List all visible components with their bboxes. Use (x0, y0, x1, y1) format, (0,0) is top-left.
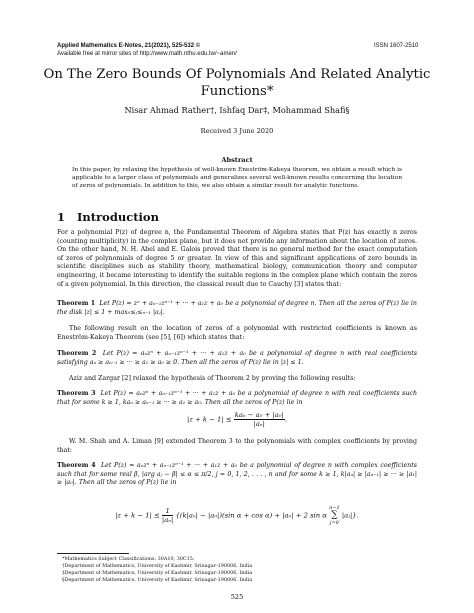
equation-1 (57, 411, 417, 428)
abstract-heading: Abstract (221, 156, 253, 164)
eq1-numerator: kaₙ − a₀ + |a₀| (234, 411, 284, 419)
journal-citation: Applied Mathematics E-Notes, 21(2021), 525-532 © (57, 43, 201, 49)
footnote-rule (57, 553, 129, 554)
theorem-1-label: Theorem 1 (57, 300, 96, 307)
eq2-lhs: |z + k − 1| ≤ (115, 511, 160, 520)
footnote-4: §Department of Mathematics, University of Kashmir, Srinagar-190006, India (62, 577, 253, 583)
eq1-lhs: |z + k − 1| ≤ (187, 415, 232, 424)
paragraph-3: Aziz and Zargar [2] relaxed the hypothesis of Theorem 2 by proving the following results: (69, 375, 356, 382)
eq2-denominator: |aₙ| (161, 516, 174, 524)
theorem-3-label: Theorem 3 (57, 390, 96, 397)
theorem-4-text: Let P(z) = aₙzⁿ + aₙ₋₁zⁿ⁻¹ + ··· + a₁z + a₀ be a polynomial of degree n with complex coefficients such that for some real β, |arg aⱼ − β| ≤ α ≤ π/2, j = 0, 1, 2, . . . , n and for some k ≥ 1, k|aₙ| ≥ |aₙ₋₁| ≥ ··· ≥ |a₁| ≥ |a₀|. Then all the zeros of P(z) lie in (57, 462, 417, 487)
paper-title (30, 66, 444, 100)
paragraph-2: The following result on the location of zeros of a polynomial with restricted coefficients is known as Eneström-Kakeya Theorem (see [5], [6]) which states that: (57, 325, 417, 341)
eq2-fraction (162, 507, 173, 524)
theorem-1 (57, 300, 417, 317)
eq1-tail: . (284, 415, 287, 424)
section-number: 1 (57, 210, 66, 224)
theorem-2-label: Theorem 2 (57, 350, 97, 357)
eq2-summation (329, 505, 340, 526)
issn: ISSN 1607-2510 (374, 43, 419, 49)
eq1-denominator: |aₙ| (253, 420, 265, 428)
received-date: Received 3 June 2020 (200, 127, 274, 135)
theorem-4-label: Theorem 4 (57, 462, 96, 469)
sigma-symbol: ∑ (331, 510, 338, 520)
footnote-3: ‡Department of Mathematics, University of Kashmir, Srinagar-190006, India (62, 570, 253, 576)
theorem-4 (57, 462, 417, 488)
section-title: Introduction (77, 210, 159, 224)
title-line-1: On The Zero Bounds Of Polynomials And Related Analytic (43, 67, 431, 82)
eq2-body: {(k|aₙ| − |a₀|)(sin α + cos α) + |a₀| + 2 sin α (175, 511, 327, 520)
mirror-sites-line: Available free at mirror sites of http://www.math.nthu.edu.tw/~amen/ (57, 51, 237, 57)
section-heading (57, 210, 159, 224)
theorem-2-text: Let P(z) = aₙzⁿ + aₙ₋₁zⁿ⁻¹ + ··· + a₁z + a₀ be a polynomial of degree n with real coefficients satisfying aₙ ≥ aₙ₋₁ ≥ ··· ≥ a₁ ≥ a₀ ≥ 0. Then all the zeros of P(z) lie in |z| ≤ 1. (57, 350, 417, 366)
intro-paragraph: For a polynomial P(z) of degree n, the Fundamental Theorem of Algebra states that P(z) has exactly n zeros (counting multiplicity) in the complex plane, but it does not provide any information about the location of zeros. On the other hand, N. H. Abel and E. Galois proved that there is no general method for the exact computation of zeros of polynomials of degree 5 or greater. In view of this and significant applications of zero bounds in scientific disciplines such as stability theory, mathematical biology, communication theory and computer engineering, it became interesting to identify the suitable regions in the complex plane which contain the zeros of a given polynomial. In this direction, the classical result due to Cauchy [3] states that: (57, 229, 417, 288)
footnote-2: †Department of Mathematics, University of Kashmir, Srinagar-190006, India (62, 563, 253, 569)
eq2-sum-body: |aⱼ|}. (341, 511, 359, 520)
eq2-numerator: 1 (162, 507, 173, 516)
theorem-3-text: Let P(z) = aₙzⁿ + aₙ₋₁zⁿ⁻¹ + ··· + a₁z + a₀ be a polynomial of degree n with real coefficients such that for some k ≥ 1, kaₙ ≥ aₙ₋₁ ≥ ··· ≥ a₁ ≥ a₀. Then all the zeros of P(z) lie in (57, 390, 417, 406)
eq1-fraction (234, 411, 285, 428)
authors: Nisar Ahmad Rather†, Ishfaq Dar‡, Mohammad Shafi§ (124, 105, 350, 115)
theorem-3 (57, 390, 417, 407)
theorem-2 (57, 350, 417, 367)
theorem-1-text: Let P(z) = zⁿ + aₙ₋₁zⁿ⁻¹ + ··· + a₁z + a₀ be a polynomial of degree n. Then all the zeros of P(z) lie in the disk |z| ≤ 1 + max₀≤ⱼ≤ₙ₋₁ |aⱼ|. (57, 300, 417, 316)
paragraph-4: W. M. Shah and A. Liman [9] extended Theorem 3 to the polynomials with complex coefficients by proving that: (57, 438, 417, 454)
equation-2 (57, 505, 417, 526)
eq2-sum-lower: j=0 (329, 520, 339, 526)
abstract-text: In this paper, by relaxing the hypothesis of well-known Eneström-Kakeya theorem, we obtain a result which is applicable to a larger class of polynomials and generalizes several well-known results concerning the location of zeros of polynomials. In addition to this, we also obtain a similar result for analytic functions. (72, 167, 402, 190)
title-line-2: Functions* (200, 84, 274, 99)
eq2-sum-upper: n−1 (329, 505, 340, 511)
footnote-1: *Mathematics Subject Classifications: 30A10, 30C15. (62, 556, 195, 562)
page-number: 525 (230, 593, 244, 601)
